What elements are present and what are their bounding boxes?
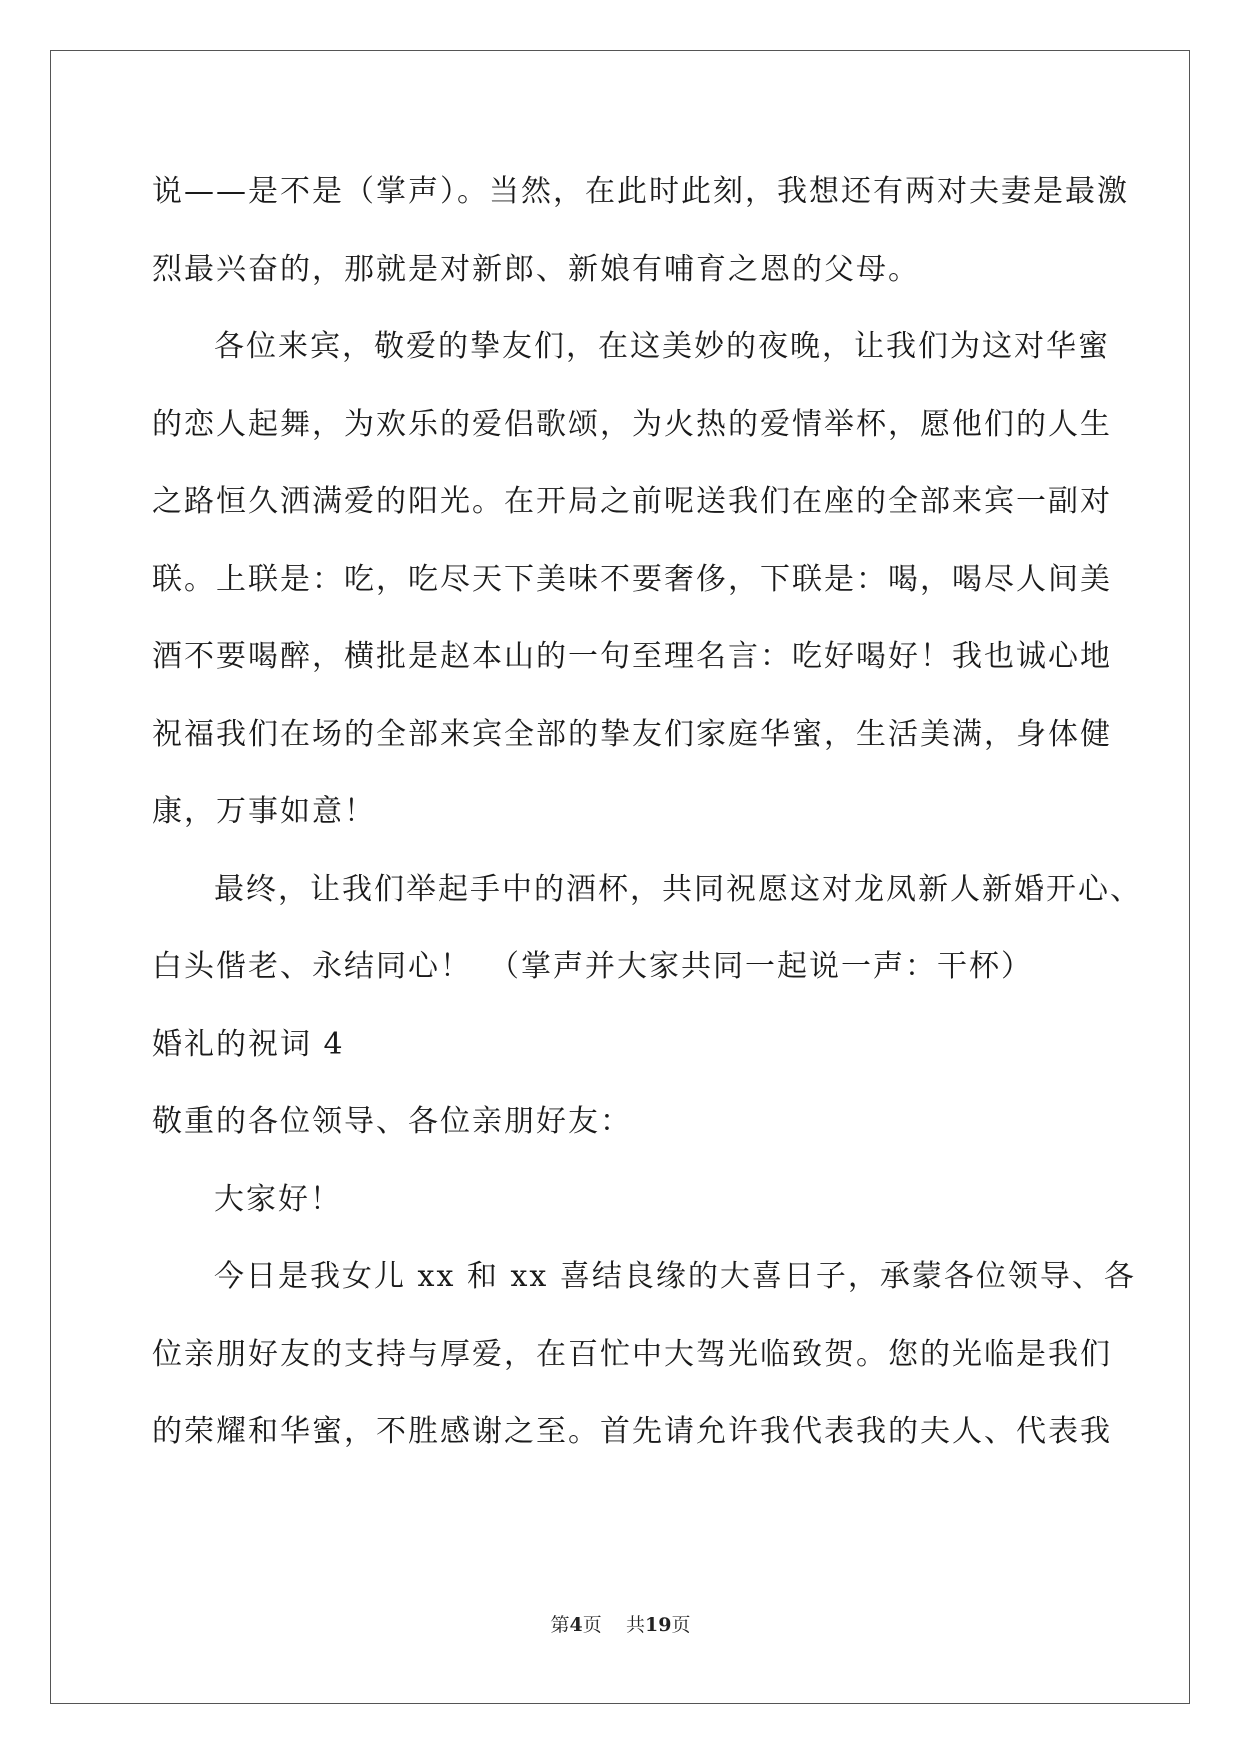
total-pages: 19 [644, 1614, 672, 1636]
body-line: 烈最兴奋的，那就是对新郎、新娘有哺育之恩的父母。 [152, 252, 920, 287]
paragraph-start-line: 各位来宾，敬爱的挚友们，在这美妙的夜晚，让我们为这对华蜜 [214, 329, 1110, 364]
body-line: 位亲朋好友的支持与厚爱，在百忙中大驾光临致贺。您的光临是我们 [152, 1337, 1112, 1372]
body-line: 的荣耀和华蜜，不胜感谢之至。首先请允许我代表我的夫人、代表我 [152, 1414, 1112, 1449]
body-line: 之路恒久洒满爱的阳光。在开局之前呢送我们在座的全部来宾一副对 [152, 484, 1112, 519]
body-line: 白头偕老、永结同心！ （掌声并大家共同一起说一声：干杯） [152, 949, 1033, 984]
paragraph-start-line: 今日是我女儿 xx 和 xx 喜结良缘的大喜日子，承蒙各位领导、各 [214, 1259, 1136, 1294]
page-footer [0, 1610, 1241, 1637]
total-prefix: 共 [625, 1614, 645, 1636]
body-line: 联。上联是：吃，吃尽天下美味不要奢侈，下联是：喝，喝尽人间美 [152, 562, 1112, 597]
page-prefix: 第 [550, 1614, 570, 1636]
paragraph-start-line: 最终，让我们举起手中的酒杯，共同祝愿这对龙凤新人新婚开心、 [214, 872, 1142, 907]
section-heading: 婚礼的祝词 4 [152, 1027, 345, 1062]
body-line: 祝福我们在场的全部来宾全部的挚友们家庭华蜜，生活美满，身体健 [152, 717, 1112, 752]
page-number: 4 [569, 1614, 583, 1636]
body-line: 说——是不是（掌声）。当然，在此时此刻，我想还有两对夫妻是最激 [152, 174, 1129, 209]
page-suffix: 页 [582, 1614, 602, 1636]
body-line: 的恋人起舞，为欢乐的爱侣歌颂，为火热的爱情举杯，愿他们的人生 [152, 407, 1112, 442]
body-line: 酒不要喝醉，横批是赵本山的一句至理名言：吃好喝好！我也诚心地 [152, 639, 1112, 674]
total-suffix: 页 [671, 1614, 691, 1636]
greeting-line: 大家好！ [214, 1182, 342, 1217]
body-line: 康，万事如意！ [152, 794, 376, 829]
salutation-line: 敬重的各位领导、各位亲朋好友： [152, 1104, 632, 1139]
